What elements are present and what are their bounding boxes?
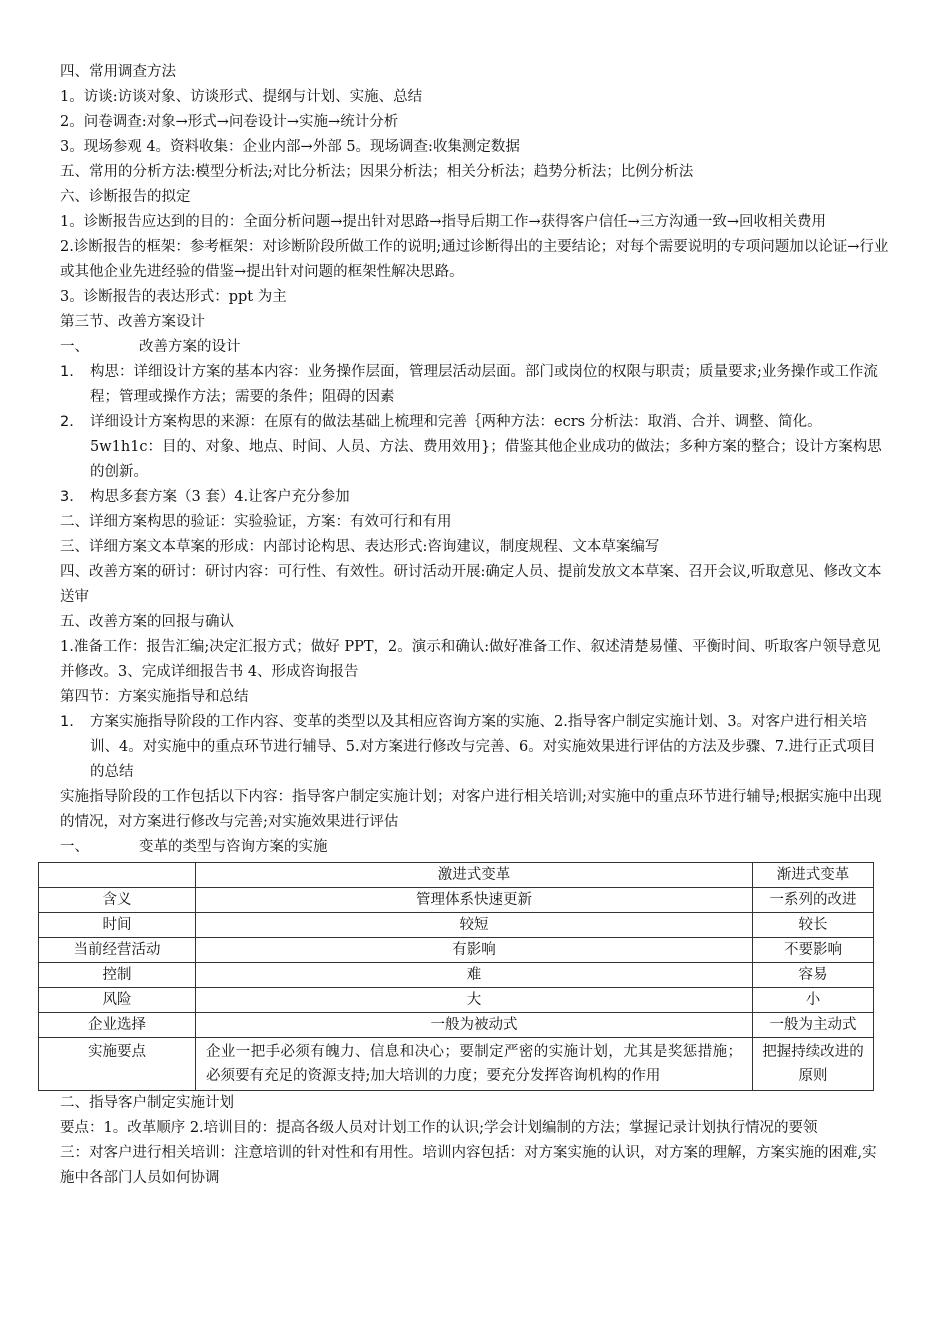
list-text: 方案实施指导阶段的工作内容、变革的类型以及其相应咨询方案的实施、2.指导客户制定实施计划、3。对客户进行相关培训、4。对实施中的重点环节进行辅导、5.对方案进行修改与完善、6。对实施效果进行评估的方法及步骤、7.进行正式项目的总结: [90, 714, 876, 780]
document-page: [60, 60, 890, 1191]
table-cell: 小: [753, 988, 874, 1013]
section-heading-3: 第三节、改善方案设计: [60, 314, 205, 330]
table-cell: 把握持续改进的原则: [753, 1038, 874, 1091]
table-cell: 较短: [196, 913, 753, 938]
table-header-cell: [39, 863, 196, 888]
table-row: [39, 1038, 874, 1091]
table-cell: 风险: [39, 988, 196, 1013]
table-row: [39, 913, 874, 938]
heading-report-drafting: 六、诊断报告的拟定: [60, 189, 191, 205]
table-cell: 当前经营活动: [39, 938, 196, 963]
paragraph: 2.诊断报告的框架：参考框架：对诊断阶段所做工作的说明;通过诊断得出的主要结论；对每个需要说明的专项问题加以论证→行业或其他企业先进经验的借鉴→提出针对问题的框架性解决思路。: [60, 239, 889, 280]
paragraph: 3。诊断报告的表达形式：ppt 为主: [60, 289, 287, 305]
change-comparison-table: [38, 862, 874, 1091]
table-cell: 企业选择: [39, 1013, 196, 1038]
list-text: 构思：详细设计方案的基本内容：业务操作层面，管理层活动层面。部门或岗位的权限与职责；质量要求;业务操作或工作流程；管理或操作方法；需要的条件；阻碍的因素: [90, 364, 878, 405]
table-cell: 企业一把手必须有魄力、信息和决心；要制定严密的实施计划，尤其是奖惩措施；必须要有充足的资源支持;加大培训的力度；要充分发挥咨询机构的作用: [196, 1038, 753, 1091]
table-cell: 容易: [753, 963, 874, 988]
table-cell: 难: [196, 963, 753, 988]
list-number: 1.: [60, 714, 74, 730]
paragraph: 1.准备工作：报告汇编;决定汇报方式；做好 PPT，2。演示和确认:做好准备工作、叙述清楚易懂、平衡时间、听取客户领导意见并修改。3、完成详细报告书 4、形成咨询报告: [60, 639, 881, 680]
table-cell: 含义: [39, 888, 196, 913]
table-row: [39, 1013, 874, 1038]
heading-implementation-plan: 二、指导客户制定实施计划: [60, 1095, 234, 1111]
paragraph: 2。问卷调查:对象→形式→问卷设计→实施→统计分析: [60, 114, 399, 130]
heading-survey-methods: 四、常用调查方法: [60, 64, 176, 80]
subheading-text: 改善方案的设计: [139, 339, 241, 355]
list-item: [60, 360, 890, 410]
list-text: 构思多套方案（3 套）4.让客户充分参加: [90, 489, 350, 505]
table-row: [39, 938, 874, 963]
table-cell: 有影响: [196, 938, 753, 963]
list-item: [60, 710, 890, 785]
list-item: [60, 410, 890, 485]
section-heading-4: 第四节：方案实施指导和总结: [60, 689, 249, 705]
list-number: 1.: [60, 364, 74, 380]
table-header-cell: 激进式变革: [196, 863, 753, 888]
table-cell: 较长: [753, 913, 874, 938]
table-cell: 一般为主动式: [753, 1013, 874, 1038]
list-number: 3.: [60, 489, 74, 505]
paragraph: 二、详细方案构思的验证：实验验证，方案：有效可行和有用: [60, 514, 452, 530]
paragraph: 要点：1。改革顺序 2.培训目的：提高各级人员对计划工作的认识;学会计划编制的方法；掌握记录计划执行情况的要领: [60, 1120, 818, 1136]
paragraph: 四、改善方案的研讨：研讨内容：可行性、有效性。研讨活动开展:确定人员、提前发放文本草案、召开会议,听取意见、修改文本送审: [60, 564, 882, 605]
subheading-number: 一、: [60, 339, 89, 355]
paragraph: 1。诊断报告应达到的目的：全面分析问题→提出针对思路→指导后期工作→获得客户信任→三方沟通一致→回收相关费用: [60, 214, 826, 230]
subheading-text: 变革的类型与咨询方案的实施: [139, 839, 328, 855]
subheading-plan-design: [60, 335, 890, 360]
list-item: [60, 485, 890, 510]
subheading-number: 一、: [60, 839, 89, 855]
table-cell: 不要影响: [753, 938, 874, 963]
table-header-row: [39, 863, 874, 888]
list-text: 详细设计方案构思的来源：在原有的做法基础上梳理和完善｛两种方法：ecrs 分析法：取消、合并、调整、简化。5w1h1c：目的、对象、地点、时间、人员、方法、费用效用}；借鉴其他企业成功的做法；多种方案的整合；设计方案构思的创新。: [90, 414, 882, 480]
table-cell: 时间: [39, 913, 196, 938]
table-cell: 管理体系快速更新: [196, 888, 753, 913]
subheading-change-types: [60, 835, 890, 860]
table-cell: 一系列的改进: [753, 888, 874, 913]
paragraph: 五、常用的分析方法:模型分析法;对比分析法；因果分析法；相关分析法；趋势分析法；比例分析法: [60, 164, 694, 180]
table-row: [39, 888, 874, 913]
table-cell: 控制: [39, 963, 196, 988]
paragraph: 三：对客户进行相关培训：注意培训的针对性和有用性。培训内容包括：对方案实施的认识，对方案的理解，方案实施的困难,实施中各部门人员如何协调: [60, 1145, 877, 1186]
table-cell: 实施要点: [39, 1038, 196, 1091]
paragraph: 实施指导阶段的工作包括以下内容：指导客户制定实施计划；对客户进行相关培训;对实施中的重点环节进行辅导;根据实施中出现的情况，对方案进行修改与完善;对实施效果进行评估: [60, 789, 882, 830]
table-row: [39, 988, 874, 1013]
table-cell: 一般为被动式: [196, 1013, 753, 1038]
paragraph: 3。现场参观 4。资料收集：企业内部→外部 5。现场调查:收集测定数据: [60, 139, 520, 155]
paragraph: 五、改善方案的回报与确认: [60, 614, 234, 630]
list-number: 2.: [60, 414, 74, 430]
paragraph: 1。访谈:访谈对象、访谈形式、提纲与计划、实施、总结: [60, 89, 423, 105]
table-row: [39, 963, 874, 988]
paragraph: 三、详细方案文本草案的形成：内部讨论构思、表达形式:咨询建议，制度规程、文本草案编写: [60, 539, 660, 555]
table-header-cell: 渐进式变革: [753, 863, 874, 888]
table-cell: 大: [196, 988, 753, 1013]
